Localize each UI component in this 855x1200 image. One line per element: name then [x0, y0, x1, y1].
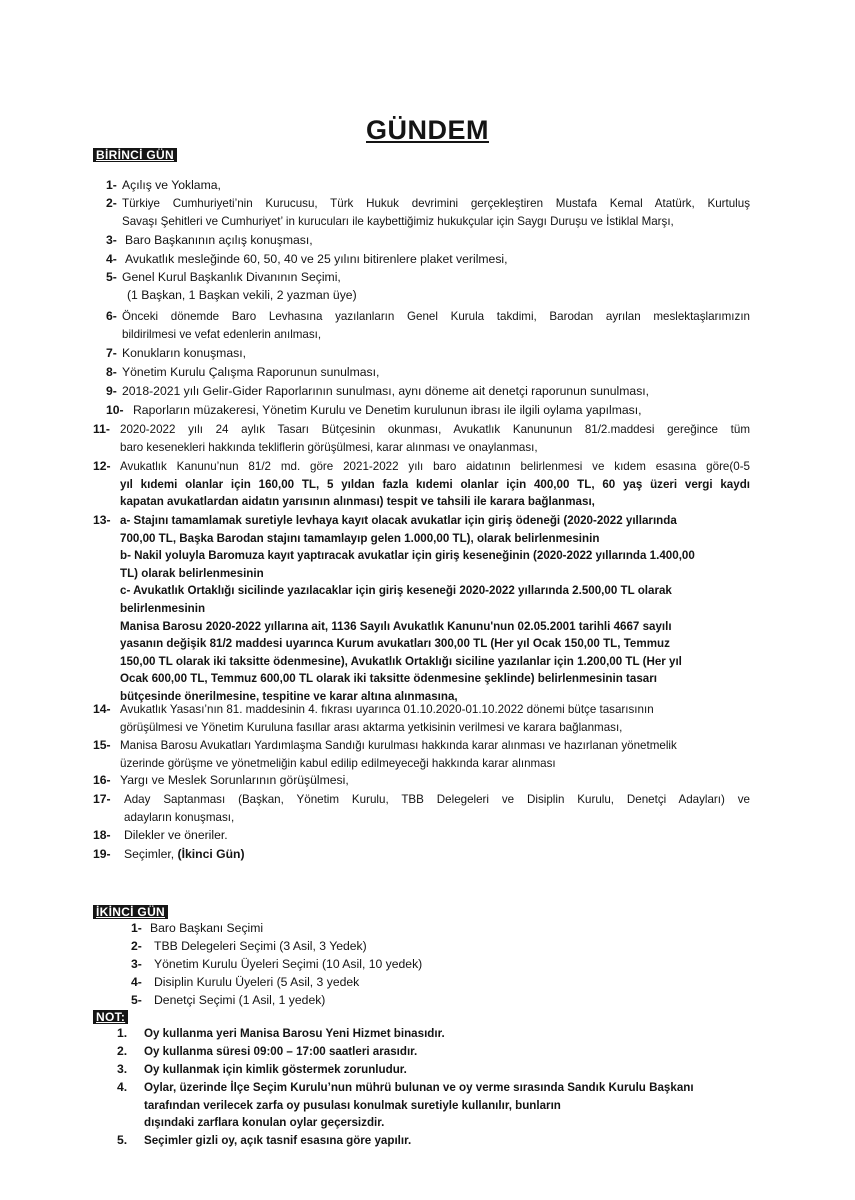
item-number: 6-: [106, 309, 117, 323]
note-item-4: [117, 1079, 757, 1132]
item-number: 15-: [93, 738, 111, 752]
agenda-item-16: [93, 772, 750, 790]
item-line: Yönetim Kurulu Çalışma Raporunun sunulması,: [122, 365, 380, 379]
item-number: 2-: [131, 939, 142, 953]
agenda-item-4: [100, 251, 750, 269]
item-line: bütçesinde önerilmesine, tespitine ve karar altına alınmasına,: [120, 689, 458, 703]
agenda-item-1: [100, 177, 750, 195]
item-line: bildirilmesi ve vefat edenlerin anılması,: [122, 327, 322, 341]
agenda-item-15: [93, 737, 750, 772]
item-line: Seçimler,: [124, 847, 175, 861]
section-heading-day2: [93, 905, 168, 919]
item-line: Avukatlık mesleğinde 60, 50, 40 ve 25 yılını bitirenlere plaket verilmesi,: [125, 252, 508, 266]
item-number: 12-: [93, 459, 111, 473]
item-number: 4.: [117, 1080, 128, 1094]
agenda-item-17: [93, 791, 750, 826]
section-heading-day2-text: İKİNCİ GÜN: [96, 905, 165, 919]
item-number: 5-: [131, 993, 142, 1007]
agenda-item-10: [100, 402, 750, 420]
item-line: Baro Başkanı Seçimi: [150, 921, 264, 935]
item-number: 5-: [106, 270, 117, 284]
agenda-item-18: [93, 827, 750, 845]
item-line: Manisa Barosu 2020-2022 yıllarına ait, 1136 Sayılı Avukatlık Kanunu'nun 02.05.2001 tarihli 4667 sayılı: [120, 619, 672, 633]
item-line: dışındaki zarflara konulan oylar geçersizdir.: [144, 1116, 385, 1130]
item-line: Aday Saptanması (Başkan, Yönetim Kurulu, TBB Delegeleri ve Disiplin Kurulu, Denetçi Adayları) ve: [124, 793, 750, 806]
agenda-item-13: [93, 512, 750, 706]
item-number: 8-: [106, 365, 117, 379]
section-heading-note: [93, 1010, 128, 1024]
item-line: 2020-2022 yılı 24 aylık Tasarı Bütçesinin okunması, Avukatlık Kanununun 81/2.maddesi gereğince tüm: [120, 423, 750, 436]
item-line: Disiplin Kurulu Üyeleri (5 Asil, 3 yedek: [154, 975, 360, 989]
agenda-item-12: [93, 458, 750, 511]
item-line: kapatan avukatlardan aidatın yarısının alınması) tespit ve tahsili ile karara bağlanması,: [120, 495, 595, 509]
item-line: Oy kullanmak için kimlik göstermek zorunludur.: [144, 1063, 407, 1076]
item-line: a- Stajını tamamlamak suretiyle levhaya kayıt olacak avukatlar için giriş ödeneği (2020-2022 yıllarında: [120, 514, 677, 527]
item-number: 10-: [106, 403, 124, 417]
item-line: Yönetim Kurulu Üyeleri Seçimi (10 Asil, 10 yedek): [154, 957, 423, 971]
agenda-item-3: [100, 232, 750, 250]
item-line: b- Nakil yoluyla Baromuza kayıt yaptıracak avukatlar için giriş keseneğinin (2020-2022 yıllarında 1.400,00: [120, 549, 695, 563]
item-number: 14-: [93, 702, 111, 716]
item-number: 3.: [117, 1062, 128, 1076]
item-number: 1.: [117, 1026, 128, 1040]
agenda-item-2: [100, 195, 750, 230]
agenda-item-11: [93, 421, 750, 456]
item-line: Türkiye Cumhuriyeti’nin Kurucusu, Türk Hukuk devrimini gerçekleştiren Mustafa Kemal Atatürk, Kurtuluş: [122, 197, 750, 210]
item-line: belirlenmesinin: [120, 601, 206, 615]
item-line: Baro Başkanının açılış konuşması,: [125, 233, 313, 247]
agenda-item-9: [100, 383, 750, 401]
item-number: 19-: [93, 847, 111, 861]
election-item-2: [131, 938, 581, 956]
item-number: 13-: [93, 513, 111, 527]
election-item-1: [131, 920, 581, 938]
item-number: 5.: [117, 1133, 128, 1147]
item-number: 1-: [131, 921, 142, 935]
item-line: Savaşı Şehitleri ve Cumhuriyet’ in kurucuları ile kaybettiğimiz hukukçular için Saygı Duruşu ve İstiklal Marşı,: [122, 214, 674, 228]
item-line: TBB Delegeleri Seçimi (3 Asil, 3 Yedek): [154, 939, 367, 953]
item-line: Avukatlık Kanunu’nun 81/2 md. göre 2021-2022 yılı baro aidatının belirlenmesi ve kıdem esasına göre(0-5: [120, 460, 750, 473]
item-line: yasanın değişik 81/2 maddesi uyarınca Kurum avukatları 300,00 TL (Her yıl Ocak 150,00 TL, Temmuz: [120, 637, 670, 651]
document-title: GÜNDEM: [366, 115, 489, 145]
item-line: Oylar, üzerinde İlçe Seçim Kurulu’nun mührü bulunan ve oy verme sırasında Sandık Kurulu Başkanı: [144, 1081, 694, 1094]
note-item-2: [117, 1043, 757, 1061]
item-line: Dilekler ve öneriler.: [124, 828, 228, 842]
item-number: 2-: [106, 196, 117, 210]
item-number: 17-: [93, 792, 111, 806]
item-line: tarafından verilecek zarfa oy pusulası konulmak suretiyle kullanılır, bunların: [144, 1098, 561, 1112]
item-line: TL) olarak belirlenmesinin: [120, 566, 264, 580]
item-line: Önceki dönemde Baro Levhasına yazılanların Genel Kurula takdimi, Barodan ayrılan meslektaşlarımızın: [122, 310, 750, 323]
item-line: adayların konuşması,: [124, 810, 235, 824]
item-number: 3-: [106, 233, 117, 247]
item-number: 4-: [131, 975, 142, 989]
item-number: 9-: [106, 384, 117, 398]
item-number: 3-: [131, 957, 142, 971]
item-number: 1-: [106, 178, 117, 192]
note-item-3: [117, 1061, 757, 1079]
agenda-item-19: [93, 846, 750, 864]
agenda-item-5: [100, 269, 750, 304]
item-bold-suffix: (İkinci Gün): [177, 847, 245, 861]
agenda-item-14: [93, 701, 750, 736]
agenda-item-8: [100, 364, 750, 382]
item-line: Seçimler gizli oy, açık tasnif esasına göre yapılır.: [144, 1134, 412, 1147]
item-number: 4-: [106, 252, 117, 266]
item-line: Oy kullanma yeri Manisa Barosu Yeni Hizmet binasıdır.: [144, 1027, 445, 1040]
item-line: 150,00 TL olarak iki taksitte ödenmesine), Avukatlık Ortaklığı siciline yazılanlar için 1.200,00 TL (Her yıl: [120, 654, 682, 668]
item-line: 2018-2021 yılı Gelir-Gider Raporlarının sunulması, aynı döneme ait denetçi raporunun sunulması,: [122, 384, 650, 398]
agenda-item-6: [100, 308, 750, 343]
item-line: görüşülmesi ve Yönetim Kuruluna fasıllar arası aktarma yetkisinin verilmesi ve karara bağlanması,: [120, 720, 623, 734]
item-line: Yargı ve Meslek Sorunlarının görüşülmesi,: [120, 773, 349, 787]
item-number: 11-: [93, 422, 110, 436]
item-line: Manisa Barosu Avukatları Yardımlaşma Sandığı kurulması hakkında karar alınması ve hazırlanan yönetmelik: [120, 739, 677, 752]
item-line: Raporların müzakeresi, Yönetim Kurulu ve Denetim kurulunun ibrası ile ilgili oylama yapılması,: [133, 403, 642, 417]
item-line: Ocak 600,00 TL, Temmuz 600,00 TL olarak iki taksitte ödenmesine şeklinde) belirlenmesinin tasarı: [120, 672, 657, 686]
note-item-5: [117, 1132, 757, 1150]
election-item-3: [131, 956, 581, 974]
item-line: baro kesenekleri hakkında tekliflerin görüşülmesi, karar alınması ve onaylanması,: [120, 440, 538, 454]
section-heading-day1-text: BİRİNCİ GÜN: [96, 148, 174, 162]
item-line: Avukatlık Yasası’nın 81. maddesinin 4. fıkrası uyarınca 01.10.2020-01.10.2022 dönemi bütçe tasarısının: [120, 703, 654, 716]
section-heading-note-text: NOT:: [96, 1010, 126, 1024]
election-item-5: [131, 992, 581, 1010]
item-line: (1 Başkan, 1 Başkan vekili, 2 yazman üye): [127, 287, 357, 302]
item-line: Konukların konuşması,: [122, 346, 246, 360]
item-number: 7-: [106, 346, 117, 360]
item-line: c- Avukatlık Ortaklığı sicilinde yazılacaklar için giriş keseneği 2020-2022 yıllarında 2.500,00 TL olarak: [120, 584, 672, 598]
section-heading-day1: [93, 148, 177, 162]
item-line: Denetçi Seçimi (1 Asil, 1 yedek): [154, 993, 326, 1007]
item-line: Oy kullanma süresi 09:00 – 17:00 saatleri arasıdır.: [144, 1045, 418, 1058]
note-item-1: [117, 1025, 757, 1043]
item-number: 18-: [93, 828, 111, 842]
item-line: 700,00 TL, Başka Barodan stajını tamamlayıp gelen 1.000,00 TL), olarak belirlenmesinin: [120, 531, 600, 545]
item-line: üzerinde görüşme ve yönetmeliğin kabul edilip edilmeyeceği hakkında karar alınması: [120, 756, 556, 770]
item-line: yıl kıdemi olanlar için 160,00 TL, 5 yıldan fazla kıdemi olanlar için 400,00 TL, 60 yaş üzeri vergi kaydı: [120, 477, 750, 491]
agenda-item-7: [100, 345, 750, 363]
item-line: Genel Kurul Başkanlık Divanının Seçimi,: [122, 270, 341, 284]
item-number: 2.: [117, 1044, 128, 1058]
item-line: Açılış ve Yoklama,: [122, 178, 221, 192]
item-number: 16-: [93, 773, 111, 787]
election-item-4: [131, 974, 581, 992]
